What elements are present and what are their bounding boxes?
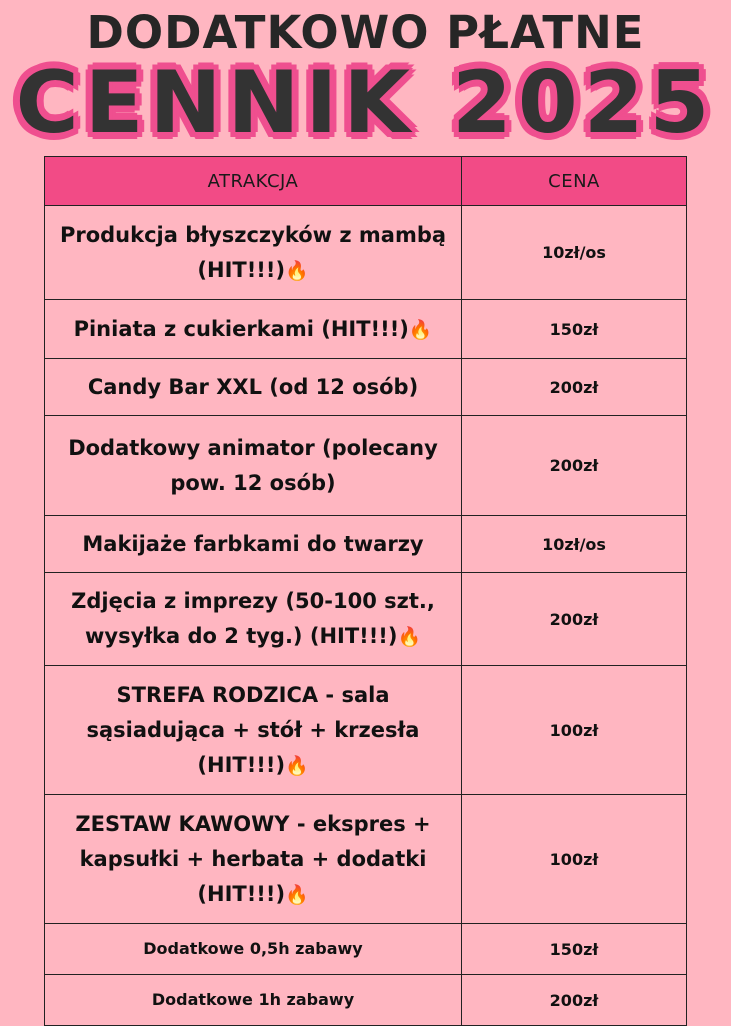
attraction-cell <box>45 516 462 573</box>
attraction-label: Dodatkowy animator (polecany pow. 12 osób) <box>68 435 438 495</box>
price-cell: 200zł <box>462 573 687 666</box>
attraction-label: STREFA RODZICA - sala sąsiadująca + stół + krzesła (HIT!!!) <box>86 682 420 777</box>
table-row <box>45 206 687 300</box>
price-cell: 10zł/os <box>462 206 687 300</box>
table-row <box>45 359 687 416</box>
fire-icon: 🔥 <box>397 626 422 648</box>
attraction-label: Dodatkowe 0,5h zabawy <box>143 939 363 958</box>
table-row <box>45 666 687 795</box>
attraction-cell <box>45 975 462 1026</box>
fire-icon: 🔥 <box>408 318 433 341</box>
page-header <box>0 0 731 156</box>
page-title: CENNIK 2025 <box>15 53 716 153</box>
fire-icon: 🔥 <box>285 754 309 777</box>
attraction-cell <box>45 359 462 416</box>
price-cell: 100zł <box>462 666 687 795</box>
price-cell: 150zł <box>462 924 687 975</box>
table-row <box>45 516 687 573</box>
attraction-label: Makijaże farbkami do twarzy <box>82 531 424 556</box>
price-cell: 150zł <box>462 300 687 359</box>
attraction-cell <box>45 206 462 300</box>
attraction-cell <box>45 416 462 516</box>
attraction-cell <box>45 573 462 666</box>
attraction-label: ZESTAW KAWOWY - ekspres + kapsułki + herbata + dodatki (HIT!!!) <box>75 811 431 906</box>
column-header-attraction: ATRAKCJA <box>45 157 462 206</box>
attraction-label: Dodatkowe 1h zabawy <box>151 990 355 1009</box>
price-cell: 200zł <box>462 975 687 1026</box>
attraction-cell <box>45 666 462 795</box>
table-row <box>45 573 687 666</box>
table-header-row <box>45 157 687 206</box>
fire-icon: 🔥 <box>285 259 309 282</box>
table-row <box>45 416 687 516</box>
attraction-label: Candy Bar XXL (od 12 osób) <box>87 374 419 399</box>
page-subtitle: DODATKOWO PŁATNE <box>86 6 645 59</box>
price-cell: 10zł/os <box>462 516 687 573</box>
price-table <box>44 156 687 1026</box>
table-row <box>45 795 687 924</box>
price-cell: 100zł <box>462 795 687 924</box>
attraction-cell <box>45 795 462 924</box>
attraction-label: Produkcja błyszczyków z mambą (HIT!!!) <box>59 222 447 282</box>
table-row <box>45 924 687 975</box>
attraction-label: Zdjęcia z imprezy (50-100 szt., wysyłka do 2 tyg.) (HIT!!!) <box>71 589 435 648</box>
attraction-label: Piniata z cukierkami (HIT!!!) <box>73 316 409 341</box>
fire-icon: 🔥 <box>285 883 309 906</box>
price-cell: 200zł <box>462 416 687 516</box>
attraction-cell <box>45 924 462 975</box>
price-cell: 200zł <box>462 359 687 416</box>
table-row <box>45 975 687 1026</box>
table-row <box>45 300 687 359</box>
attraction-cell <box>45 300 462 359</box>
column-header-price: CENA <box>462 157 687 206</box>
